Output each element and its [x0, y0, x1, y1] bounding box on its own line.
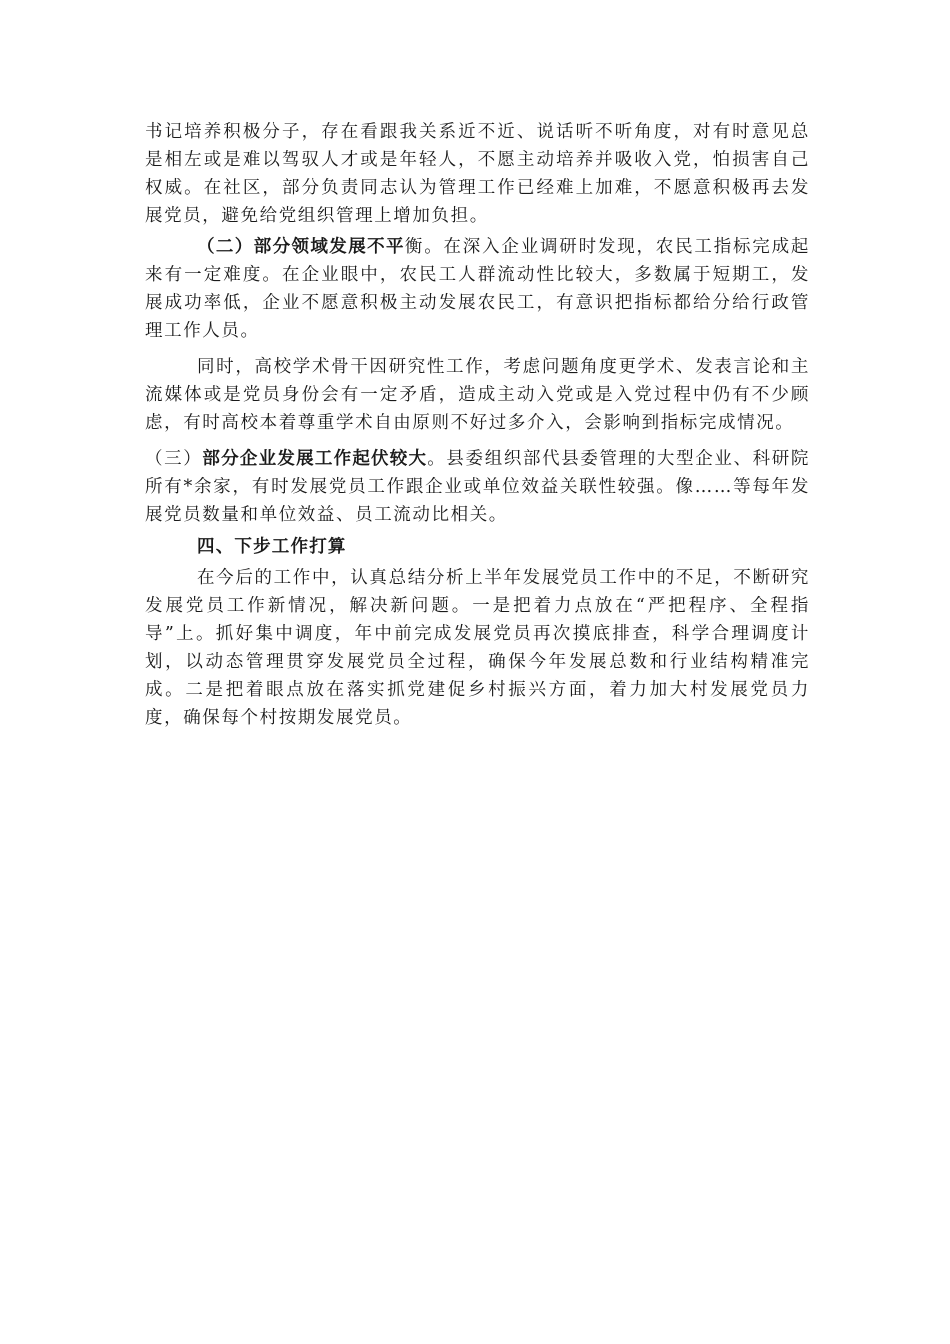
paragraph-2 — [145, 233, 810, 345]
paragraph-2-heading: （二）部分领域发展不平 — [197, 237, 405, 257]
paragraph-4-prefix: （三） — [145, 449, 203, 469]
document-body — [145, 118, 810, 732]
paragraph-1: 书记培养积极分子，存在看跟我关系近不近、说话听不听角度，对有时意见总是相左或是难以驾驭人才或是年轻人，不愿主动培养并吸收入党，怕损害自己权威。在社区，部分负责同志认为管理工作已经难上加难，不愿意积极再去发展党员，避免给党组织管理上增加负担。 — [145, 122, 810, 226]
paragraph-5: 在今后的工作中，认真总结分析上半年发展党员工作中的不足，不断研究发展党员工作新情况，解决新问题。一是把着力点放在“严把程序、全程指导”上。抓好集中调度，年中前完成发展党员再次摸底排查，科学合理调度计划，以动态管理贯穿发展党员全过程，确保今年发展总数和行业结构精准完成。二是把着眼点放在落实抓党建促乡村振兴方面，着力加大村发展党员力度，确保每个村按期发展党员。 — [145, 568, 810, 728]
paragraph-2-body: 衡。在深入企业调研时发现，农民工指标完成起来有一定难度。在企业眼中，农民工人群流动性比较大，多数属于短期工，发展成功率低，企业不愿意积极主动发展农民工，有意识把指标都给分给行政管理工作人员。 — [145, 237, 810, 341]
section-4-title: 四、下步工作打算 — [197, 537, 347, 557]
paragraph-4 — [145, 445, 810, 529]
paragraph-4-heading: 部分企业发展工作起伏较大 — [202, 449, 428, 469]
paragraph-3: 同时，高校学术骨干因研究性工作，考虑问题角度更学术、发表言论和主流媒体或是党员身份会有一定矛盾，造成主动入党或是入党过程中仍有不少顾虑，有时高校本着尊重学术自由原则不好过多介入，会影响到指标完成情况。 — [145, 357, 810, 433]
paragraph-4-body: 。县委组织部代县委管理的大型企业、科研院所有*余家，有时发展党员工作跟企业或单位效益关联性较强。像……等每年发展党员数量和单位效益、员工流动比相关。 — [145, 449, 810, 525]
